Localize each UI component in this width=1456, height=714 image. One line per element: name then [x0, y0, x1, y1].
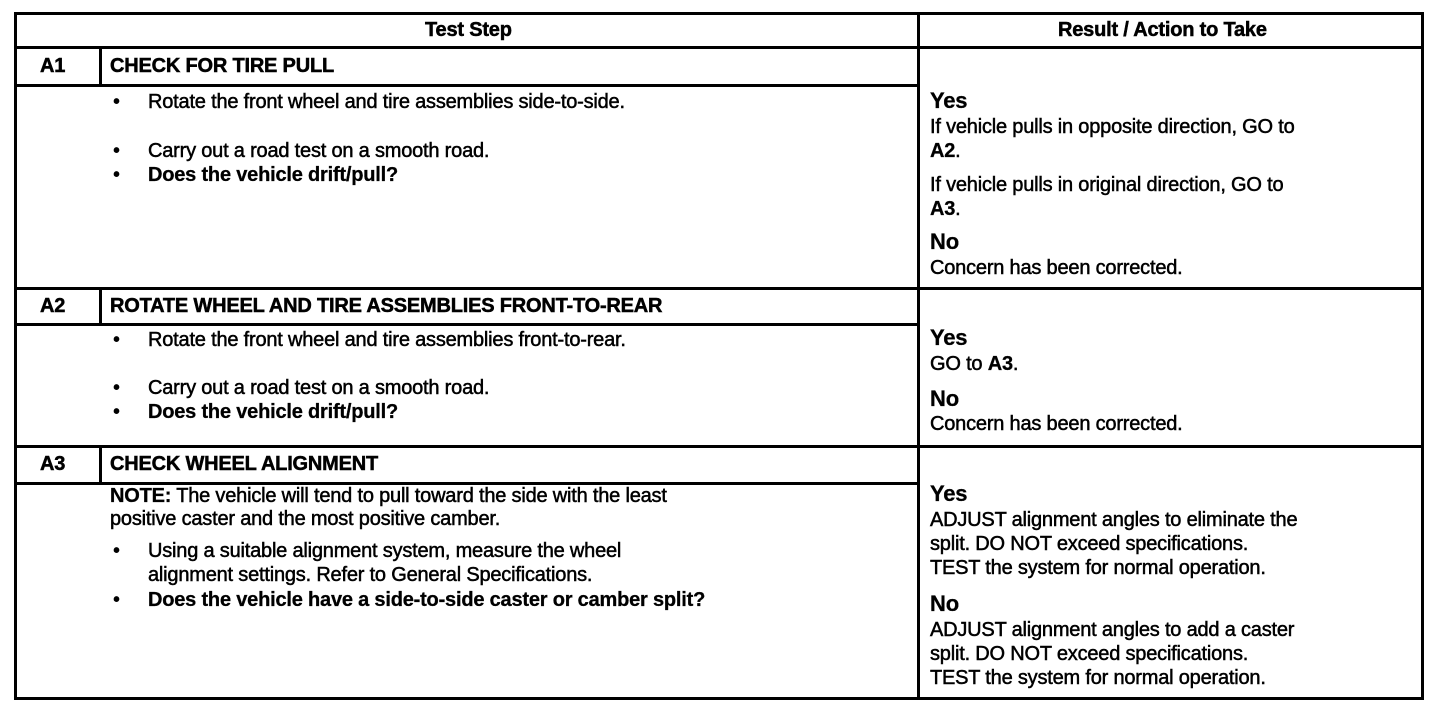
text-segment: TEST the system for normal operation.	[930, 667, 1266, 689]
title-divider	[14, 84, 918, 87]
result-line	[930, 666, 1266, 690]
result-line	[930, 139, 961, 163]
step-title: CHECK FOR TIRE PULL	[110, 55, 334, 77]
text-segment: TEST the system for normal operation.	[930, 557, 1266, 579]
result-line	[930, 352, 1018, 376]
step-line	[148, 539, 621, 563]
text-segment: If vehicle pulls in opposite direction, GO to	[930, 116, 1295, 138]
text-segment: Concern has been corrected.	[930, 257, 1183, 279]
step-id: A2	[40, 295, 66, 317]
text-segment: A2	[930, 140, 956, 162]
text-segment: Does the vehicle have a side-to-side caster or camber split?	[148, 589, 706, 611]
result-line	[930, 197, 961, 221]
text-segment: No	[930, 591, 959, 616]
text-segment: .	[1012, 353, 1019, 375]
text-segment: Does the vehicle drift/pull?	[148, 401, 398, 423]
text-segment: positive caster and the most positive camber.	[110, 508, 501, 530]
text-segment: .	[955, 140, 961, 162]
bullet-icon: •	[113, 377, 121, 399]
text-segment: A3	[987, 353, 1013, 375]
column-divider	[917, 12, 920, 697]
bullet-icon: •	[113, 164, 121, 186]
text-segment: Carry out a road test on a smooth road.	[148, 377, 490, 399]
step-line	[148, 400, 398, 424]
result-line	[930, 556, 1266, 580]
result-line	[930, 618, 1294, 642]
header-test-step: Test Step	[425, 19, 512, 41]
bullet-icon: •	[113, 589, 121, 611]
text-segment: NOTE:	[110, 485, 172, 507]
result-line	[930, 532, 1248, 556]
bullet-icon: •	[113, 540, 121, 562]
text-segment: No	[930, 229, 959, 254]
bullet-icon: •	[113, 329, 121, 351]
bullet-icon: •	[113, 140, 121, 162]
text-segment: Using a suitable alignment system, measure the wheel	[148, 540, 622, 562]
text-segment: ADJUST alignment angles to add a caster	[930, 619, 1295, 641]
step-id-divider	[99, 47, 102, 84]
text-segment: alignment settings. Refer to General Specifications.	[148, 564, 593, 586]
header-divider	[14, 46, 1421, 49]
step-title: ROTATE WHEEL AND TIRE ASSEMBLIES FRONT-TO-REAR	[110, 295, 663, 317]
result-line	[930, 642, 1248, 666]
result-line	[930, 508, 1297, 532]
step-id-divider	[99, 287, 102, 323]
step-id-divider	[99, 445, 102, 482]
header-result-action: Result / Action to Take	[1058, 19, 1267, 41]
text-segment: Yes	[930, 325, 968, 350]
result-line	[930, 412, 1183, 436]
step-line	[110, 507, 500, 531]
text-segment: Rotate the front wheel and tire assemblies side-to-side.	[148, 91, 625, 113]
step-line	[148, 588, 705, 612]
text-segment: Yes	[930, 88, 968, 113]
result-heading	[930, 230, 959, 254]
text-segment: ADJUST alignment angles to eliminate the	[930, 509, 1298, 531]
text-segment: Yes	[930, 481, 968, 506]
result-line	[930, 115, 1295, 139]
text-segment: A3	[930, 198, 956, 220]
step-id: A3	[40, 453, 66, 475]
row-divider	[14, 445, 1421, 448]
step-line	[110, 484, 667, 508]
result-heading	[930, 592, 959, 616]
step-line	[148, 563, 592, 587]
step-id: A1	[40, 55, 66, 77]
result-heading	[930, 89, 967, 113]
step-line	[148, 376, 489, 400]
result-heading	[930, 482, 967, 506]
text-segment: Does the vehicle drift/pull?	[148, 164, 398, 186]
step-line	[148, 163, 398, 187]
bullet-icon: •	[113, 91, 121, 113]
bullet-icon: •	[113, 401, 121, 423]
row-divider	[14, 287, 1421, 290]
result-heading	[930, 387, 959, 411]
text-segment: Concern has been corrected.	[930, 413, 1183, 435]
text-segment: Rotate the front wheel and tire assemblies front-to-rear.	[148, 329, 626, 351]
step-title: CHECK WHEEL ALIGNMENT	[110, 453, 379, 475]
text-segment: If vehicle pulls in original direction, GO to	[930, 174, 1284, 196]
text-segment: No	[930, 386, 959, 411]
title-divider	[14, 323, 918, 326]
text-segment: split. DO NOT exceed specifications.	[930, 533, 1249, 555]
result-line	[930, 173, 1283, 197]
text-segment: Carry out a road test on a smooth road.	[148, 140, 490, 162]
text-segment: split. DO NOT exceed specifications.	[930, 643, 1249, 665]
text-segment: The vehicle will tend to pull toward the side with the least	[171, 485, 667, 507]
step-line	[148, 90, 625, 114]
text-segment: .	[955, 198, 961, 220]
text-segment: GO to	[930, 353, 988, 375]
step-line	[148, 139, 489, 163]
result-heading	[930, 326, 967, 350]
result-line	[930, 256, 1183, 280]
step-line	[148, 328, 626, 352]
